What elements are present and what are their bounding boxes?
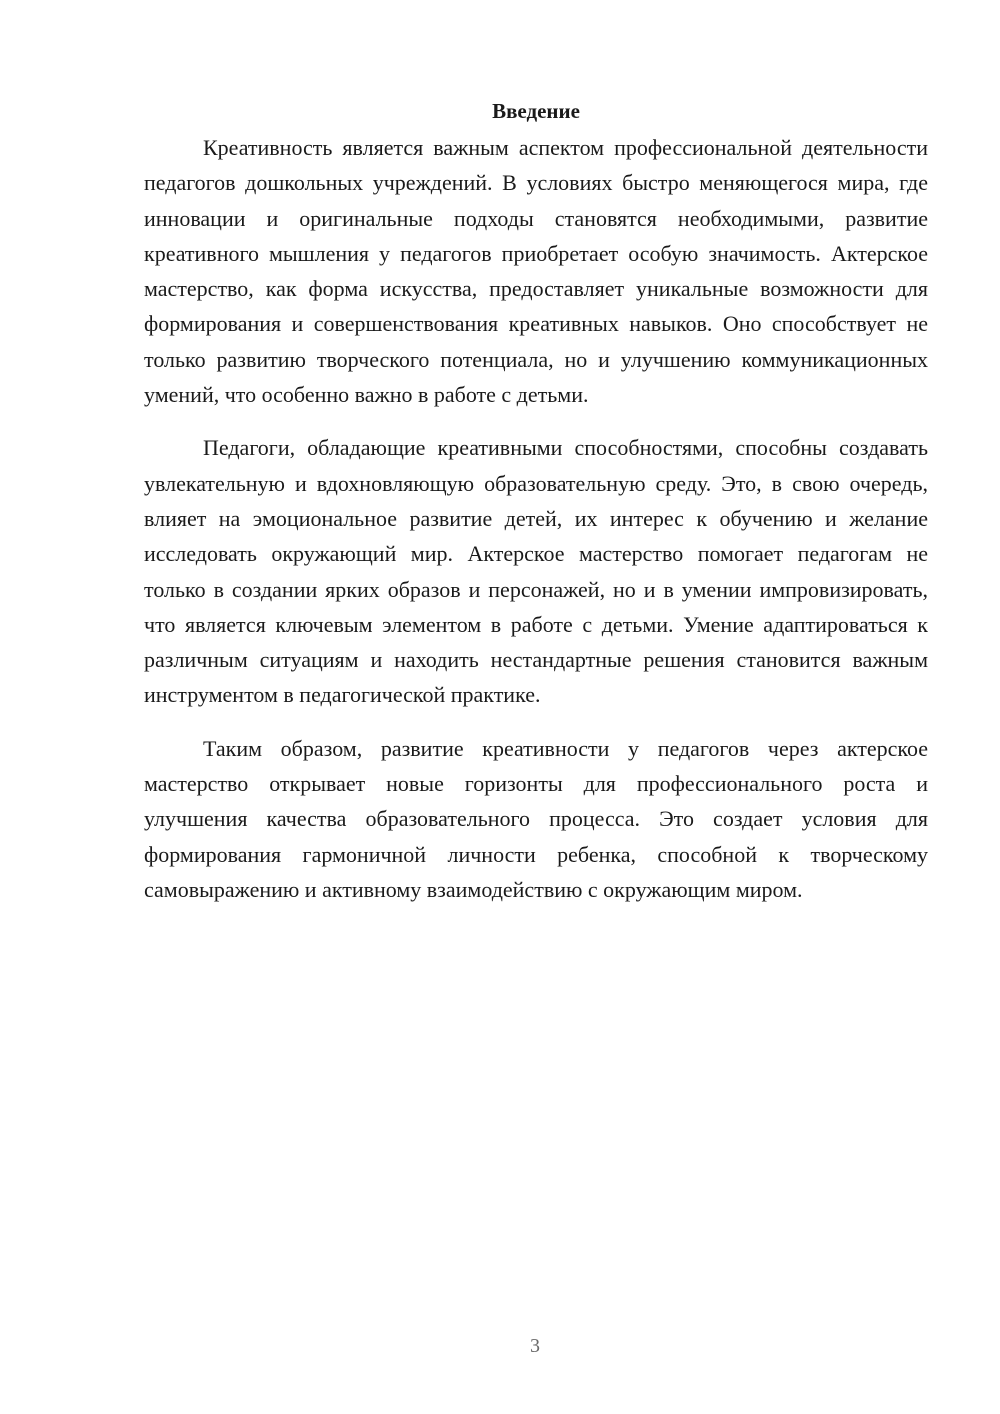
page-content [144,96,928,925]
paragraph-3: Таким образом, развитие креативности у педагогов через актерское мастерство открывает новые горизонты для профессионального роста и улучшения качества образовательного процесса. Это создает условия для формирования гармоничной личности ребенка, способной к творческому самовыражению и активному взаимодействию с окружающим миром. [144,735,928,902]
page-number: 3 [530,1335,540,1357]
section-title: Введение [492,99,580,123]
paragraph-2: Педагоги, обладающие креативными способностями, способны создавать увлекательную и вдохновляющую образовательную среду. Это, в свою очередь, влияет на эмоциональное развитие детей, их интерес к обучению и желание исследовать окружающий мир. Актерское мастерство помогает педагогам не только в создании ярких образов и персонажей, но и в умении импровизировать, что является ключевым элементом в работе с детьми. Умение адаптироваться к различным ситуациям и находить нестандартные решения становится важным инструментом в педагогической практике. [144,435,928,708]
paragraph-1: Креативность является важным аспектом профессиональной деятельности педагогов дошкольных учреждений. В условиях быстро меняющегося мира, где инновации и оригинальные подходы становятся необходимыми, развитие креативного мышления у педагогов приобретает особую значимость. Актерское мастерство, как форма искусства, предоставляет уникальные возможности для формирования и совершенствования креативных навыков. Оно способствует не только развитию творческого потенциала, но и улучшению коммуникационных умений, что особенно важно в работе с детьми. [144,135,928,408]
